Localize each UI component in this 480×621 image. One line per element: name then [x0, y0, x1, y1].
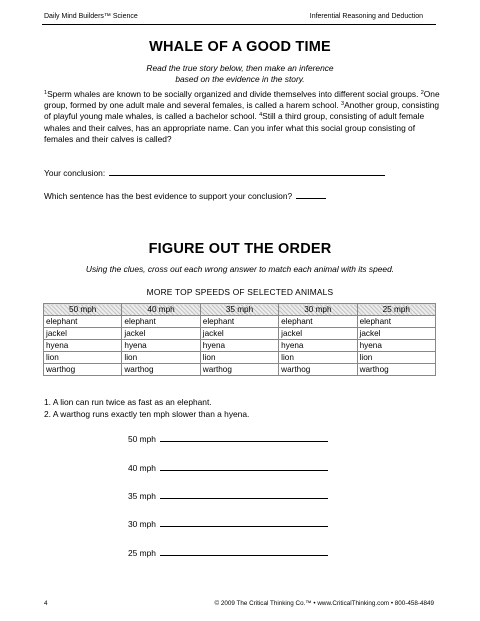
column-header: 40 mph — [122, 304, 200, 316]
table-title: MORE TOP SPEEDS OF SELECTED ANIMALS — [146, 287, 334, 297]
answer-row — [128, 462, 328, 473]
table-row — [44, 352, 436, 364]
column-header: 35 mph — [200, 304, 278, 316]
answer-label: 30 mph — [128, 519, 156, 529]
column-header: 50 mph — [44, 304, 122, 316]
animal-cell[interactable]: hyena — [200, 340, 278, 352]
answer-line[interactable] — [160, 490, 328, 499]
animal-cell[interactable]: elephant — [279, 316, 357, 328]
animal-cell[interactable]: jackel — [357, 328, 435, 340]
answer-line[interactable] — [160, 518, 328, 527]
section1-instruction-2: based on the evidence in the story. — [175, 74, 305, 84]
answer-row — [128, 433, 328, 444]
evidence-row — [44, 190, 326, 201]
table-row — [44, 316, 436, 328]
animal-cell[interactable]: jackel — [279, 328, 357, 340]
speeds-table — [43, 303, 436, 376]
animal-cell[interactable]: lion — [200, 352, 278, 364]
table-row — [44, 340, 436, 352]
animal-cell[interactable]: elephant — [357, 316, 435, 328]
header-right: Inferential Reasoning and Deduction — [309, 13, 423, 20]
animal-cell[interactable]: lion — [122, 352, 200, 364]
answer-row — [128, 547, 328, 558]
column-header: 30 mph — [279, 304, 357, 316]
evidence-answer-line[interactable] — [296, 190, 326, 199]
animal-cell[interactable]: lion — [44, 352, 122, 364]
story-sentence: One group, formed by one adult male and several females, is called a harem school. — [44, 89, 440, 111]
whale-story — [44, 89, 440, 145]
answer-label: 25 mph — [128, 548, 156, 558]
answer-line[interactable] — [160, 433, 328, 442]
clue-1: 1. A lion can run twice as fast as an elephant. — [44, 397, 212, 407]
answer-line[interactable] — [160, 462, 328, 471]
animal-cell[interactable]: jackel — [44, 328, 122, 340]
section1-title: WHALE OF A GOOD TIME — [149, 39, 331, 55]
answer-line[interactable] — [160, 547, 328, 556]
clue-2: 2. A warthog runs exactly ten mph slower than a hyena. — [44, 409, 250, 419]
answer-row — [128, 518, 328, 529]
animal-cell[interactable]: elephant — [122, 316, 200, 328]
footer-copyright: © 2009 The Critical Thinking Co.™ • www.CriticalThinking.com • 800-458-4849 — [214, 600, 434, 607]
table-row — [44, 328, 436, 340]
story-sentence: Still a third group, consisting of adult female whales and their calves, has an appropriate name. Can you infer what this social group consisting of females and their calves is called? — [44, 111, 425, 144]
animal-cell[interactable]: hyena — [357, 340, 435, 352]
animal-cell[interactable]: hyena — [279, 340, 357, 352]
page-number: 4 — [44, 600, 48, 607]
section1-instruction-1: Read the true story below, then make an inference — [146, 63, 334, 73]
header-left: Daily Mind Builders™ Science — [44, 13, 138, 20]
story-sentence: Sperm whales are known to be socially organized and divide themselves into different social groups. — [47, 89, 421, 99]
animal-cell[interactable]: warthog — [200, 364, 278, 376]
animal-cell[interactable]: warthog — [122, 364, 200, 376]
animal-cell[interactable]: warthog — [357, 364, 435, 376]
animal-cell[interactable]: lion — [279, 352, 357, 364]
section2-title: FIGURE OUT THE ORDER — [148, 241, 332, 257]
header-rule — [42, 24, 436, 25]
conclusion-row — [44, 167, 385, 178]
table-row — [44, 364, 436, 376]
animal-cell[interactable]: lion — [357, 352, 435, 364]
answer-row — [128, 490, 328, 501]
conclusion-answer-line[interactable] — [109, 167, 385, 176]
animal-cell[interactable]: hyena — [122, 340, 200, 352]
story-sentence: Another group, consisting of playful young male whales, is called a bachelor school. — [44, 100, 440, 122]
animal-cell[interactable]: jackel — [122, 328, 200, 340]
answer-label: 35 mph — [128, 491, 156, 501]
answer-label: 40 mph — [128, 463, 156, 473]
conclusion-label: Your conclusion: — [44, 168, 106, 178]
animal-cell[interactable]: hyena — [44, 340, 122, 352]
animal-cell[interactable]: warthog — [279, 364, 357, 376]
section2-instruction: Using the clues, cross out each wrong answer to match each animal with its speed. — [85, 264, 395, 274]
sentence-number: 1 — [44, 90, 48, 96]
evidence-question: Which sentence has the best evidence to support your conclusion? — [44, 191, 293, 201]
animal-cell[interactable]: elephant — [44, 316, 122, 328]
sentence-number: 2 — [420, 90, 424, 96]
sentence-number: 3 — [341, 101, 345, 108]
answer-label: 50 mph — [128, 434, 156, 444]
table-header-row — [44, 304, 436, 316]
animal-cell[interactable]: elephant — [200, 316, 278, 328]
column-header: 25 mph — [357, 304, 435, 316]
sentence-number: 4 — [259, 112, 263, 119]
animal-cell[interactable]: warthog — [44, 364, 122, 376]
animal-cell[interactable]: jackel — [200, 328, 278, 340]
